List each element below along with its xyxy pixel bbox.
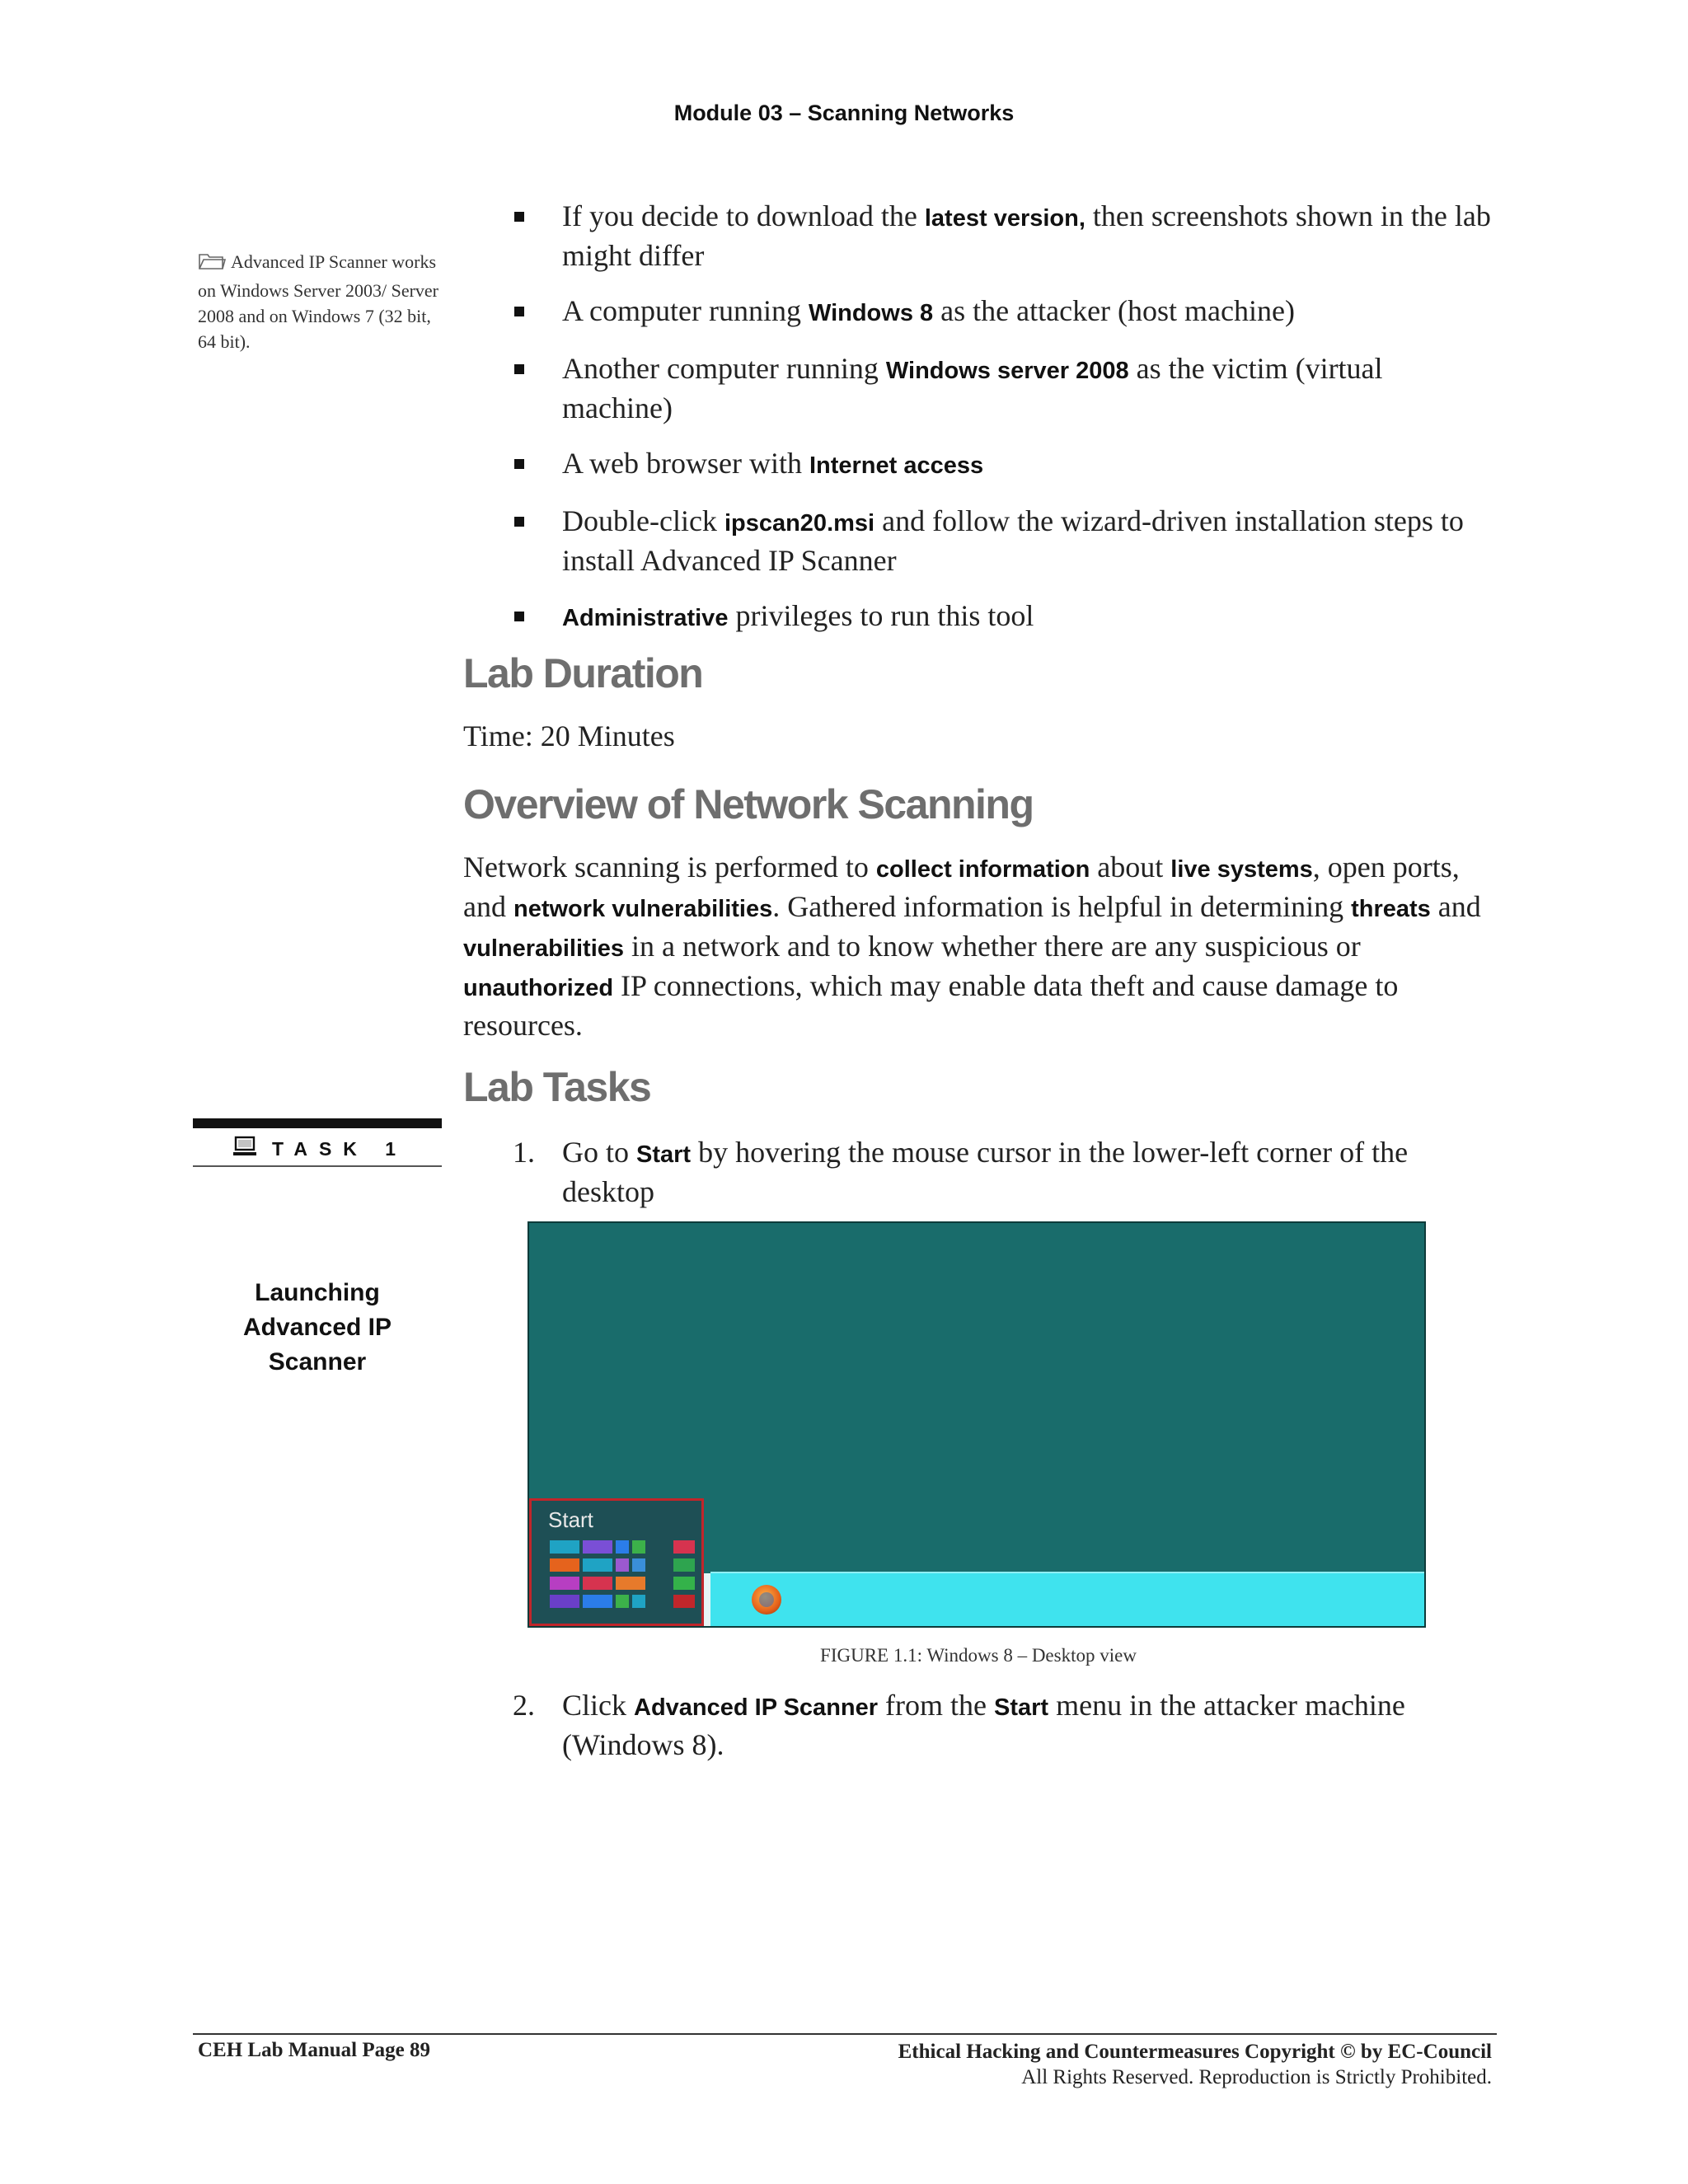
footer-copyright-line: Ethical Hacking and Countermeasures Copyright © by EC-Council <box>898 2041 1492 2063</box>
start-tile[interactable] <box>529 1498 704 1626</box>
requirements-list <box>463 198 1493 655</box>
figure-caption: FIGURE 1.1: Windows 8 – Desktop view <box>820 1645 1137 1666</box>
step-text: Click Advanced IP Scanner from the Start menu in the attacker machine (Windows 8). <box>562 1689 1405 1761</box>
requirement-item: Double-click ipscan20.msi and follow the wizard-driven installation steps to install Advanced IP Scanner <box>463 503 1493 579</box>
task-bar-bottom <box>193 1165 442 1167</box>
lab-duration-heading: Lab Duration <box>463 650 703 696</box>
task-bar-top <box>193 1118 442 1128</box>
step-text: Go to Start by hovering the mouse cursor in the lower-left corner of the desktop <box>562 1136 1409 1208</box>
taskbar <box>710 1572 1424 1626</box>
task-title-line: Launching <box>255 1279 380 1306</box>
footer-page-label: CEH Lab Manual Page 89 <box>198 2039 430 2061</box>
firefox-icon[interactable] <box>752 1585 781 1615</box>
task-title-line: Advanced IP <box>242 1314 392 1341</box>
task-step <box>463 1687 1493 1764</box>
requirement-bold: Windows server 2008 <box>885 358 1129 384</box>
desktop-screenshot <box>528 1221 1426 1628</box>
footer-rule <box>193 2033 1497 2035</box>
requirement-item: If you decide to download the latest version, then screenshots shown in the lab might differ <box>463 198 1493 274</box>
requirement-item: A web browser with Internet access <box>463 445 1493 485</box>
overview-paragraph: Network scanning is performed to collect information about live systems, open ports, and network vulnerabilities. Gathered information is helpful in determining threats and vulnerabilities in a network and to know whether there are any suspicious or unauthorized IP connections, which may enable data theft and cause damage to resources. <box>463 851 1481 1042</box>
requirement-bold: latest version, <box>924 205 1085 232</box>
task-title <box>193 1276 442 1380</box>
footer-copyright <box>742 2039 1492 2090</box>
requirement-bold: Windows 8 <box>808 300 934 326</box>
requirement-item: Another computer running Windows server 2008 as the victim (virtual machine) <box>463 350 1493 427</box>
sidebar-note-text: Advanced IP Scanner works on Windows Server 2003/ Server 2008 and on Windows 7 (32 bit, 64 bit). <box>198 251 438 352</box>
requirement-bold: ipscan20.msi <box>724 510 875 537</box>
folder-icon <box>198 251 226 278</box>
requirement-item: Administrative privileges to run this tool <box>463 598 1493 637</box>
lab-duration-time: Time: 20 Minutes <box>463 719 675 752</box>
requirement-bold: Internet access <box>809 452 984 479</box>
task-label <box>232 1136 447 1160</box>
overview-heading: Overview of Network Scanning <box>463 781 1034 827</box>
task-step <box>463 1134 1493 1211</box>
task-label-text: TASK 1 <box>272 1138 408 1160</box>
step-number: 1. <box>513 1136 535 1169</box>
sidebar-note <box>198 249 445 354</box>
page-header: Module 03 – Scanning Networks <box>673 101 1015 125</box>
computer-icon <box>232 1136 257 1162</box>
task-title-line: Scanner <box>268 1348 367 1376</box>
lab-tasks-heading: Lab Tasks <box>463 1064 651 1110</box>
requirement-item: A computer running Windows 8 as the attacker (host machine) <box>463 293 1493 332</box>
requirement-bold: Administrative <box>562 605 729 631</box>
start-label: Start <box>548 1507 593 1532</box>
step-number: 2. <box>513 1689 535 1722</box>
footer-rights-line: All Rights Reserved. Reproduction is Strictly Prohibited. <box>1021 2066 1492 2088</box>
